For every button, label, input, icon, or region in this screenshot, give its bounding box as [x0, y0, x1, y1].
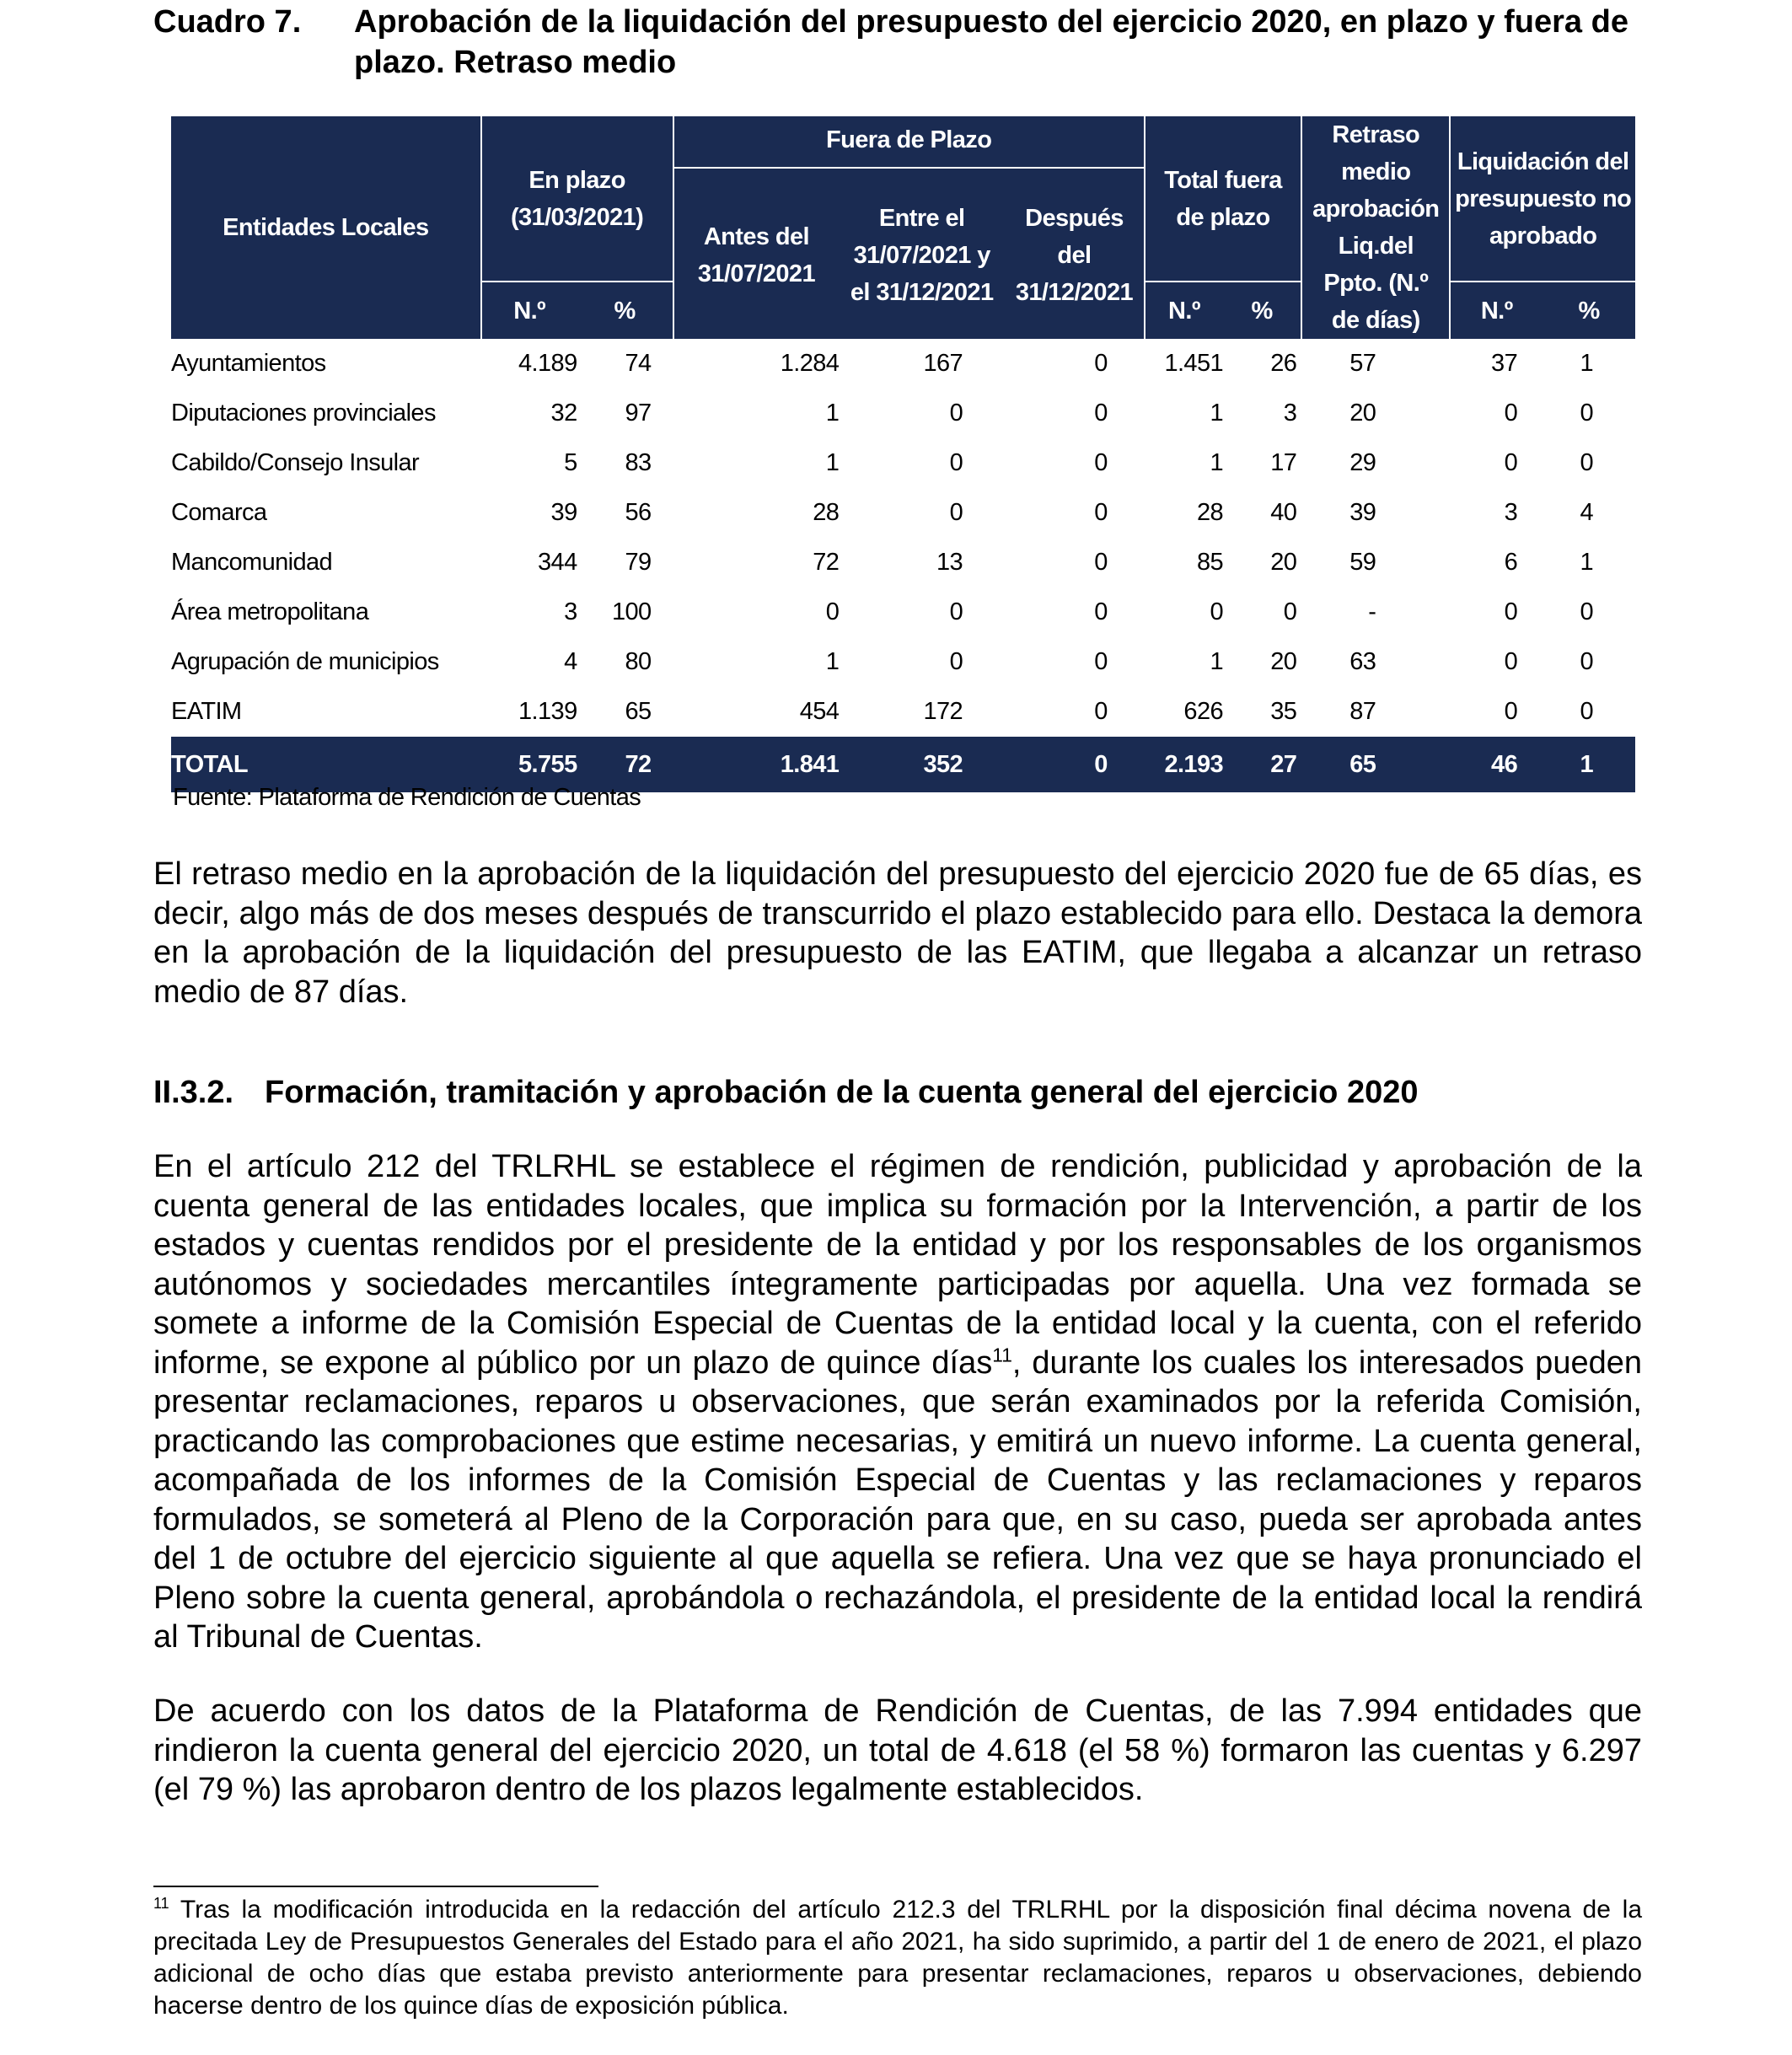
footnote-ref[interactable]: 11 [992, 1343, 1012, 1366]
table-cell: 1.284 [780, 350, 840, 377]
table-cell: 6 [1504, 549, 1518, 576]
header-total-fuera-n: N.º [1145, 282, 1223, 339]
table-cell: 4 [564, 648, 577, 675]
table-cell: 0 [1504, 449, 1518, 476]
table-cell: 0 [949, 400, 963, 427]
table-cell: 27 [1223, 737, 1301, 792]
table-cell: 0 [1504, 698, 1518, 725]
table-cell: 0 [1094, 648, 1108, 675]
table-row [171, 339, 1635, 389]
header-no-aprobado: Liquidación del presupuesto no aprobado [1450, 116, 1635, 282]
table-cell: 1 [825, 449, 840, 476]
table-cell: - [1368, 598, 1376, 625]
table-cell: 0 [1580, 449, 1593, 476]
table-row [171, 588, 1635, 637]
table-cell: 3 [1504, 499, 1518, 526]
paragraph-articulo-212-part1: En el artículo 212 del TRLRHL se establece el régimen de rendición, publicidad y aprobación de la cuenta general de las entidades locales, que implica su formación por la Intervención, a partir de los estados y cuentas rendidos por el presidente de la entidad y por los responsables de los organismos autónomos y sociedades mercantiles íntegramente participadas por aquella. Una vez formada se somete a informe de la Comisión Especial de Cuentas de la entidad local y la cuenta, con el referido informe, se expone al público por un plazo de quince días [153, 1149, 1642, 1381]
table-cell: 17 [1270, 449, 1297, 476]
footnote-divider [153, 1886, 598, 1887]
row-label: EATIM [171, 698, 242, 725]
table-cell: 1.841 [673, 737, 840, 792]
header-no-aprobado-pct: % [1543, 282, 1635, 339]
table-cell: 20 [1270, 648, 1297, 675]
header-no-aprobado-n: N.º [1450, 282, 1543, 339]
table-cell: 1 [825, 648, 840, 675]
row-label: Comarca [171, 499, 267, 526]
table-cell: 63 [1349, 648, 1376, 675]
table-cell: 1 [1543, 737, 1635, 792]
table-cell: 74 [625, 350, 652, 377]
table-cell: 72 [577, 737, 673, 792]
header-entidades: Entidades Locales [171, 116, 481, 339]
table-cell: 83 [625, 449, 652, 476]
footnote-text: Tras la modificación introducida en la redacción del artículo 212.3 del TRLRHL por la disposición final décima novena de la precitada Ley de Presupuestos Generales del Estado para el año 2021, ha sido suprimido, a partir del 1 de enero de 2021, el plazo adicional de ocho días que estaba previsto anteriormente para presentar reclamaciones, reparos u observaciones, debiendo hacerse dentro de los quince días de exposición pública. [153, 1896, 1642, 2020]
table-cell: 0 [949, 648, 963, 675]
table-row [171, 637, 1635, 687]
table-cell: 0 [1094, 698, 1108, 725]
row-label: Mancomunidad [171, 549, 333, 576]
table-cell: 3 [1283, 400, 1297, 427]
table-cell: 0 [1283, 598, 1297, 625]
header-en-plazo-pct: % [577, 282, 673, 339]
table-cell: 87 [1349, 698, 1376, 725]
table-cell: 3 [564, 598, 577, 625]
caption-number: Cuadro 7. [153, 4, 302, 40]
table-cell: 167 [923, 350, 963, 377]
table-cell: 0 [1580, 648, 1593, 675]
table-cell: 65 [625, 698, 652, 725]
header-antes: Antes del 31/07/2021 [673, 172, 840, 339]
table-cell: 72 [813, 549, 840, 576]
table-cell: 1.451 [1164, 350, 1224, 377]
table-cell: 0 [949, 598, 963, 625]
table-cell: 65 [1301, 737, 1450, 792]
section-title: Formación, tramitación y aprobación de la cuenta general del ejercicio 2020 [265, 1075, 1419, 1110]
table-cell: 0 [1094, 549, 1108, 576]
header-retraso: Retraso medio aprobación Liq.del Ppto. (N.º de días) [1301, 116, 1450, 339]
table-cell: 100 [611, 598, 652, 625]
table-cell: 57 [1349, 350, 1376, 377]
table-cell: 2.193 [1145, 737, 1223, 792]
table-cell: 85 [1196, 549, 1224, 576]
table-cell: 46 [1450, 737, 1543, 792]
table-row [171, 488, 1635, 538]
header-fuera-de-plazo-label: Fuera de Plazo [826, 126, 992, 153]
table-cell: 28 [813, 499, 840, 526]
row-label: Diputaciones provinciales [171, 400, 436, 427]
paragraph-articulo-212-part2: , durante los cuales los interesados pueden presentar reclamaciones, reparos u observaciones, que serán examinados por la referida Comisión, practicando las comprobaciones que estime necesarias, y emitirá un nuevo informe. La cuenta general, acompañada de los informes de la Comisión Especial de Cuentas y las reclamaciones y reparos formulados, se someterá al Pleno de la Corporación para que, en su caso, pueda ser aprobada antes del 1 de octubre del ejercicio siguiente al que aquella se refiera. Una vez que se haya pronunciado el Pleno sobre la cuenta general, aprobándola o rechazándola, el presidente de la entidad local la rendirá al Tribunal de Cuentas. [153, 1344, 1642, 1655]
table-cell: 20 [1270, 549, 1297, 576]
table-cell: 0 [1094, 400, 1108, 427]
header-total-fuera: Total fuera de plazo [1145, 116, 1301, 282]
table-source: Fuente: Plataforma de Rendición de Cuentas [173, 784, 641, 811]
header-total-fuera-pct: % [1223, 282, 1301, 339]
table-cell: 0 [1094, 350, 1108, 377]
table-cell: 4.189 [518, 350, 577, 377]
table-cell: 0 [1094, 449, 1108, 476]
budget-approval-table [171, 116, 1635, 792]
table-cell: 97 [625, 400, 652, 427]
table-cell: 1 [1210, 648, 1224, 675]
row-label: TOTAL [171, 737, 481, 792]
table-cell: 0 [1504, 400, 1518, 427]
table-cell: 28 [1196, 499, 1224, 526]
caption-title: Aprobación de la liquidación del presupuesto del ejercicio 2020, en plazo y fuera de plazo. Retraso medio [354, 4, 1628, 80]
table-cell: 344 [538, 549, 577, 576]
table-cell: 5.755 [481, 737, 577, 792]
table-cell: 80 [625, 648, 652, 675]
header-despues: Después del 31/12/2021 [1005, 172, 1145, 339]
table-cell: 26 [1270, 350, 1297, 377]
footnote [153, 1894, 1642, 2022]
table-row [171, 538, 1635, 588]
table-cell: 626 [1183, 698, 1224, 725]
table-body [171, 339, 1635, 792]
table-cell: 13 [936, 549, 963, 576]
table-cell: 454 [799, 698, 840, 725]
table-cell: 0 [1210, 598, 1224, 625]
table-cell: 39 [550, 499, 577, 526]
header-fuera-de-plazo [673, 116, 1145, 172]
table-cell: 0 [949, 449, 963, 476]
table-cell: 0 [1580, 698, 1593, 725]
table-cell: 79 [625, 549, 652, 576]
table-cell: 0 [1504, 598, 1518, 625]
table-row [171, 389, 1635, 438]
table-cell: 20 [1349, 400, 1376, 427]
table-cell: 35 [1270, 698, 1297, 725]
table-cell: 0 [1005, 737, 1145, 792]
row-label: Área metropolitana [171, 598, 369, 625]
header-en-plazo-n: N.º [481, 282, 577, 339]
table-cell: 172 [923, 698, 963, 725]
table-cell: 1.139 [518, 698, 577, 725]
header-entre: Entre el 31/07/2021 y el 31/12/2021 [839, 172, 1005, 339]
table-cell: 37 [1491, 350, 1518, 377]
table-cell: 1 [1210, 449, 1224, 476]
header-en-plazo: En plazo (31/03/2021) [481, 116, 673, 282]
table-cell: 56 [625, 499, 652, 526]
table-cell: 0 [949, 499, 963, 526]
row-label: Agrupación de municipios [171, 648, 439, 675]
table-cell: 0 [1580, 598, 1593, 625]
table-cell: 39 [1349, 499, 1376, 526]
paragraph-articulo-212 [153, 1147, 1642, 1657]
footnote-mark: 11 [153, 1895, 169, 1912]
table-cell: 1 [1210, 400, 1224, 427]
row-label: Cabildo/Consejo Insular [171, 449, 420, 476]
table-row [171, 687, 1635, 737]
section-number: II.3.2. [153, 1075, 234, 1110]
table-row [171, 438, 1635, 488]
table-cell: 29 [1349, 449, 1376, 476]
table-cell: 0 [825, 598, 840, 625]
table-cell: 59 [1349, 549, 1376, 576]
table-cell: 0 [1504, 648, 1518, 675]
paragraph-retraso: El retraso medio en la aprobación de la liquidación del presupuesto del ejercicio 2020 fue de 65 días, es decir, algo más de dos meses después de transcurrido el plazo establecido para ello. Destaca la demora en la aprobación de la liquidación del presupuesto de las EATIM, que llegaba a alcanzar un retraso medio de 87 días. [153, 856, 1642, 1010]
table-cell: 5 [564, 449, 577, 476]
table-cell: 0 [1094, 499, 1108, 526]
table-cell: 0 [1580, 400, 1593, 427]
table-cell: 4 [1580, 499, 1593, 526]
table-cell: 352 [839, 737, 1005, 792]
table-cell: 32 [550, 400, 577, 427]
table-cell: 1 [1580, 350, 1593, 377]
table-cell: 1 [825, 400, 840, 427]
table-cell: 40 [1270, 499, 1297, 526]
table-cell: 1 [1580, 549, 1593, 576]
table-cell: 0 [1094, 598, 1108, 625]
paragraph-datos-plataforma: De acuerdo con los datos de la Plataforma de Rendición de Cuentas, de las 7.994 entidades que rindieron la cuenta general del ejercicio 2020, un total de 4.618 (el 58 %) formaron las cuentas y 6.297 (el 79 %) las aprobaron dentro de los plazos legalmente establecidos. [153, 1693, 1642, 1807]
row-label: Ayuntamientos [171, 350, 326, 377]
